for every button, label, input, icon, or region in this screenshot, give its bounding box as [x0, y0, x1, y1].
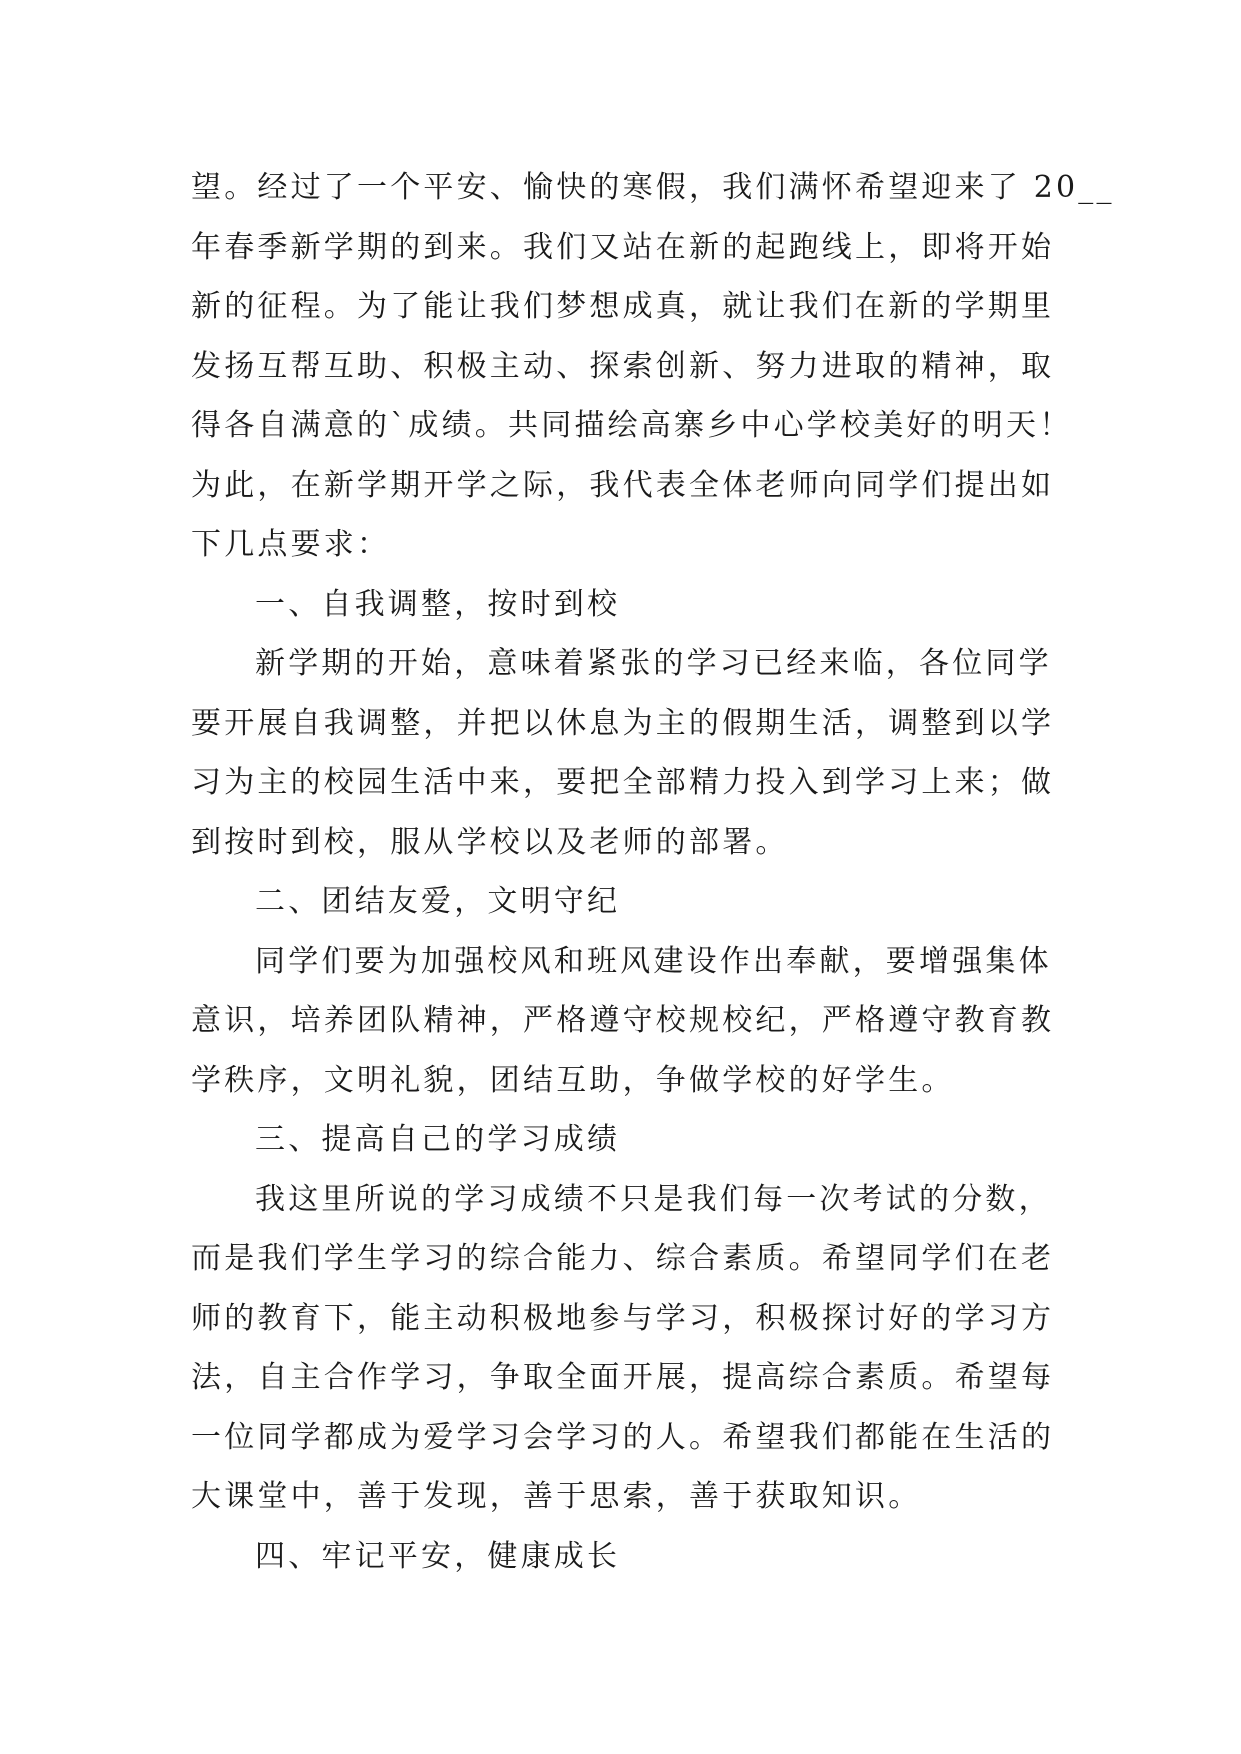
text-line: 得各自满意的`成绩。共同描绘高寨乡中心学校美好的明天！	[191, 408, 1073, 443]
text-line: 发扬互帮互助、积极主动、探索创新、努力进取的精神，取	[191, 348, 1055, 384]
text-line: 年春季新学期的到来。我们又站在新的起跑线上，即将开始	[191, 229, 1055, 265]
section-heading: 二、团结友爱，文明守纪	[255, 884, 621, 919]
text-line: 要开展自我调整，并把以休息为主的假期生活，调整到以学	[191, 705, 1055, 741]
section-heading: 四、牢记平安，健康成长	[255, 1538, 621, 1574]
section-heading: 一、自我调整，按时到校	[255, 586, 621, 622]
text-line: 到按时到校，服从学校以及老师的部署。	[191, 824, 789, 860]
text-line: 为此，在新学期开学之际，我代表全体老师向同学们提出如	[191, 467, 1055, 503]
text-line: 意识，培养团队精神，严格遵守校规校纪，严格遵守教育教	[191, 1003, 1055, 1038]
text-line: 一位同学都成为爱学习会学习的人。希望我们都能在生活的	[191, 1419, 1055, 1455]
text-line: 新的征程。为了能让我们梦想成真，就让我们在新的学期里	[191, 289, 1055, 324]
text-line: 法，自主合作学习，争取全面开展，提高综合素质。希望每	[191, 1360, 1055, 1395]
text-line: 而是我们学生学习的综合能力、综合素质。希望同学们在老	[191, 1241, 1055, 1276]
text-line: 下几点要求：	[191, 527, 391, 562]
text-line: 我这里所说的学习成绩不只是我们每一次考试的分数，	[255, 1181, 1052, 1217]
text-line: 望。经过了一个平安、愉快的寒假，我们满怀希望迎来了 20__	[191, 170, 1115, 205]
text-line: 同学们要为加强校风和班风建设作出奉献，要增强集体	[255, 943, 1052, 979]
text-line: 学秩序，文明礼貌，团结互助，争做学校的好学生。	[191, 1062, 955, 1098]
text-line: 师的教育下，能主动积极地参与学习，积极探讨好的学习方	[191, 1300, 1055, 1336]
text-line: 新学期的开始，意味着紧张的学习已经来临，各位同学	[255, 646, 1052, 681]
section-heading: 三、提高自己的学习成绩	[255, 1122, 621, 1157]
text-line: 大课堂中，善于发现，善于思索，善于获取知识。	[191, 1479, 922, 1514]
document-body	[191, 158, 1115, 1586]
text-line: 习为主的校园生活中来，要把全部精力投入到学习上来；做	[191, 765, 1055, 800]
